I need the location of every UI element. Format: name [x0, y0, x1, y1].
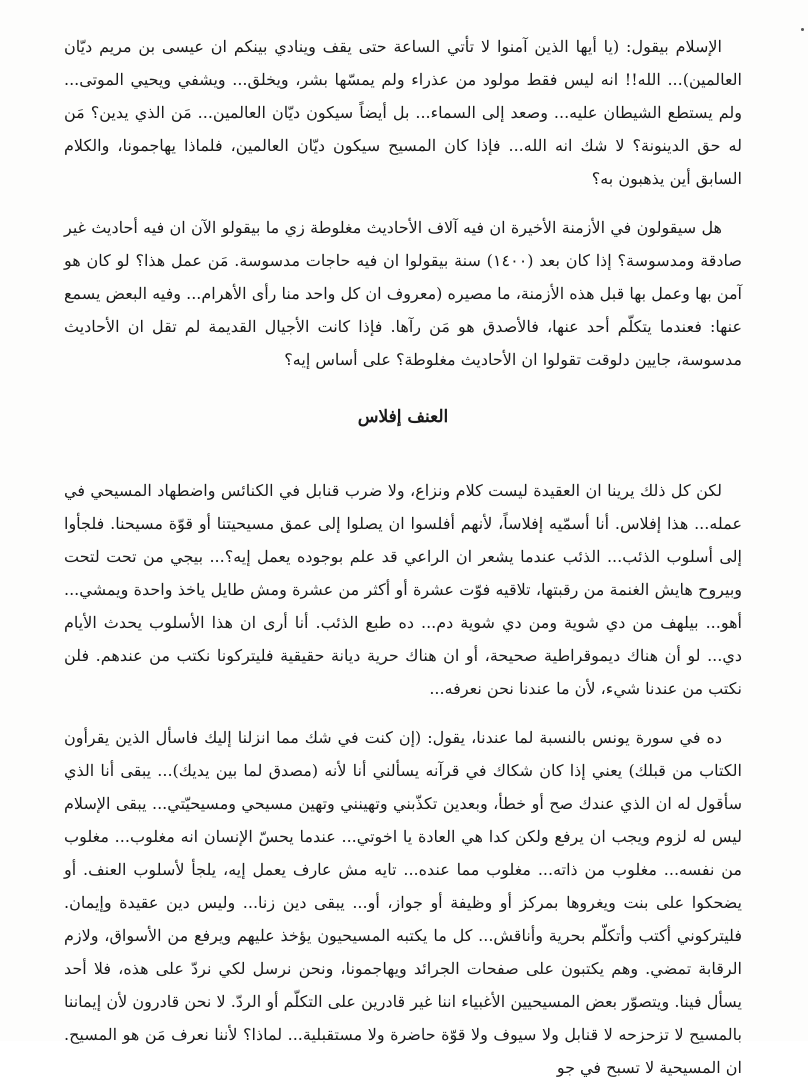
paragraph-3: لكن كل ذلك يرينا ان العقيدة ليست كلام ونزاع، ولا ضرب قنابل في الكنائس واضطهاد المسيحي في عمله... هذا إفلاس. أنا أسمّيه إفلاساً، لأنهم أفلسوا ان يصلوا إلى عمق مسيحيتنا أو قوّة مسيحنا. فلجأوا إلى أسلوب الذئب... الذئب عندما يشعر ان الراعي قد علم بوجوده يعمل إيه؟... بيجي من تحت لتحت وبيروح هايش الغنمة من رقبتها، تلاقيه فوّت عشرة أو أكثر من عشرة ومش طايل ياخذ واحدة ويمشي... أهو... بيلهف من دي شوية ومن دي شوية دم... ده طبع الذئب. أنا أرى ان هذا الأسلوب يحدث الأيام دي... لو أن هناك ديموقراطية صحيحة، أو ان هناك حرية ديانة حقيقية فليتركونا نكتب من عندهم. فلن نكتب من عندنا شيء، لأن ما عندنا نحن نعرفه... — [64, 481, 742, 698]
paragraph-1: الإسلام بيقول: (يا أيها الذين آمنوا لا تأتي الساعة حتى يقف وينادي بينكم ان عيسى بن مريم ديّان العالمين)... الله!! انه ليس فقط مولود من عذراء ولم يمسّها بشر، ويخلق... ويشفي ويحيي الموتى... ولم يستطع الشيطان عليه... وصعد إلى السماء... بل أيضاً سيكون ديّان العالمين... مَن الذي يدين؟ مَن له حق الدينونة؟ لا شك انه الله... فإذا كان المسيح سيكون ديّان العالمين، فلماذا يهاجمونا، والكلام السابق أين يذهبون به؟ — [64, 37, 743, 188]
document-body — [64, 30, 742, 1084]
paragraph-4: ده في سورة يونس بالنسبة لما عندنا، يقول: (إن كنت في شك مما انزلنا إليك فاسأل الذين يقرأون الكتاب من قبلك) يعني إذا كان شكاك في قرآنه يسألني أنا لأنه (مصدق لما بين يديك)... يبقى أنا الذي سأقول له ان الذي عندك صح أو خطأ، وبعدين تكذّبني وتهينني وتهين مسيحي ومسيحيّتي... يبقى الإسلام ليس له لزوم ويجب ان يرفع ولكن كدا هي العادة يا اخوتي... عندما يحسّ الإنسان انه مغلوب... مغلوب من نفسه... مغلوب من ذاته... مغلوب مما عنده... تايه مش عارف يعمل إيه، يلجأ لأسلوب العنف. أو يضحكوا على بنت ويغروها بمركز أو وظيفة أو جواز، أو... يبقى دين زنا... وليس دين عقيدة وإيمان. فليتركوني أكتب وأتكلّم بحرية وأناقش... كل ما يكتبه المسيحيون يؤخذ عليهم ويرفع من الأسواق، ولازم الرقابة تمضي. وهم يكتبون على صفحات الجرائد ويهاجمونا، ونحن نرسل لكي نردّ على هذه، فلا أحد يسأل فينا. ويتصوّر بعض المسيحيين الأغبياء اننا غير قادرين على التكلّم أو الردّ. لا نحن قادرون لأن إيماننا بالمسيح لا تزحزحه لا قنابل ولا سيوف ولا قوّة حاضرة ولا مستقبلية... لماذا؟ لأننا نعرف مَن هو المسيح. ان المسيحية لا تسبح في جو — [64, 728, 743, 1077]
paragraph-2: هل سيقولون في الأزمنة الأخيرة ان فيه آلاف الأحاديث مغلوطة زي ما بيقولو الآن ان فيه أحاديث غير صادقة ومدسوسة؟ إذا كان بعد (١٤٠٠) سنة بيقولوا ان فيه حاجات مدسوسة. مَن عمل هذا؟ لو كان هو آمن بها وعمل بها قبل هذه الأزمنة، ما مصيره (معروف ان كل واحد منا رأى الأهرام... وفيه البعض يسمع عنها: فعندما يتكلّم أحد عنها، فالأصدق هو مَن رآها. فإذا كانت الأجيال القديمة لم تقل ان الأحاديث مدسوسة، جايين دلوقت تقولوا ان الأحاديث مغلوطة؟ على أساس إيه؟ — [64, 218, 743, 369]
section-heading: العنف إفلاس — [357, 407, 449, 427]
scan-artifact — [801, 28, 804, 31]
